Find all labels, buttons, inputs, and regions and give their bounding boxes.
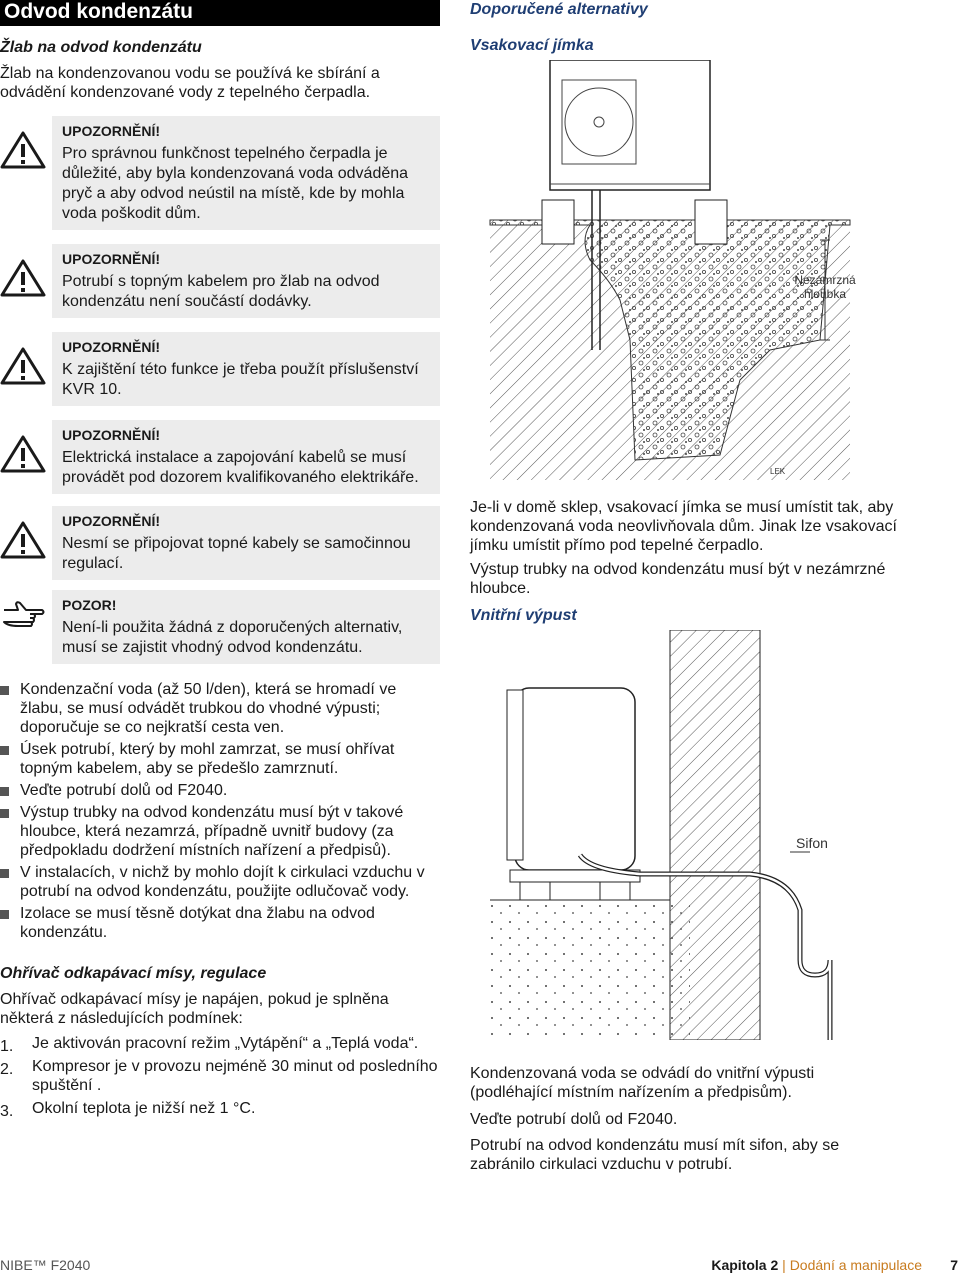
- gutter-intro: Žlab na kondenzovanou vodu se používá ke sbírání a odvádění kondenzované vody z tepelného čerpadla.: [0, 65, 380, 101]
- warning-block: [0, 332, 440, 406]
- bullet-icon: [0, 809, 9, 818]
- warning-block: [0, 506, 440, 580]
- inner-drain-text: Potrubí na odvod kondenzátu musí mít sifon, aby se zabránilo cirkulaci vzduchu v potrubí.: [470, 1137, 840, 1173]
- warning-label: UPOZORNĚNÍ!: [62, 427, 160, 443]
- inner-drain-text: Veďte potrubí dolů od F2040.: [470, 1111, 678, 1128]
- warning-text: Elektrická instalace a zapojování kabelů se musí provádět pod dozorem kvalifikovaného elektrikáře.: [62, 449, 419, 486]
- drawing-code: LEK: [770, 467, 786, 476]
- right-column: [470, 0, 960, 1173]
- note-text: Není-li použita žádná z doporučených alternativ, musí se zajistit vhodný odvod kondenzátu.: [62, 619, 403, 656]
- list-item: V instalacích, v nichž by mohlo dojít k cirkulaci vzduchu v potrubí na odvod kondenzátu, použijte odlučovač vody.: [0, 863, 440, 901]
- warning-icon: [0, 434, 46, 474]
- warning-block: [0, 244, 440, 318]
- gutter-heading: Žlab na odvod kondenzátu: [0, 39, 202, 56]
- list-item: Úsek potrubí, který by mohl zamrzat, se musí ohřívat topným kabelem, aby se předešlo zamrznutí.: [0, 740, 440, 778]
- warning-text: K zajištění této funkce je třeba použít příslušenství KVR 10.: [62, 361, 419, 398]
- soak-pit-text: Je-li v domě sklep, vsakovací jímka se musí umístit tak, aby kondenzovaná voda neovlivňovala dům. Jinak lze vsakovací jímku umístit přímo pod tepelné čerpadlo.: [470, 499, 897, 554]
- list-item: 3. Okolní teplota je nižší než 1 °C.: [0, 1100, 256, 1120]
- conditions-list: [0, 1034, 440, 1118]
- left-column: [0, 38, 440, 1122]
- warning-label: UPOZORNĚNÍ!: [62, 513, 160, 529]
- pointing-hand-icon: [0, 596, 46, 636]
- note-label: POZOR!: [62, 597, 117, 613]
- soak-pit-text: Výstup trubky na odvod kondenzátu musí být v nezámrzné hloubce.: [470, 561, 886, 597]
- warning-block: [0, 116, 440, 230]
- frost-depth-label: hloubka: [803, 287, 847, 301]
- warning-icon: [0, 258, 46, 298]
- bullet-icon: [0, 746, 9, 755]
- list-item: 2. Kompresor je v provozu nejméně 30 minut od posledního spuštění .: [0, 1058, 438, 1094]
- warning-text: Nesmí se připojovat topné kabely se samočinnou regulací.: [62, 535, 411, 572]
- bullet-icon: [0, 787, 9, 796]
- warning-label: UPOZORNĚNÍ!: [62, 123, 160, 139]
- bullet-icon: [0, 910, 9, 919]
- page-title: Odvod kondenzátu: [0, 0, 440, 26]
- list-item: 1. Je aktivován pracovní režim „Vytápění“ a „Teplá voda“.: [0, 1035, 419, 1055]
- soak-pit-diagram: [470, 60, 920, 480]
- frost-depth-label: Nezámrzná: [794, 273, 856, 287]
- warning-text: Pro správnou funkčnost tepelného čerpadla je důležité, aby byla kondenzovaná voda odváděna pryč a aby odvod neústil na místě, kde by mohla voda poškodit dům.: [62, 145, 409, 222]
- list-item: Kondenzační voda (až 50 l/den), která se hromadí ve žlabu, se musí odvádět trubkou do vhodné výpusti; doporučuje se co nejkratší cesta ven.: [0, 680, 440, 737]
- inner-drain-heading: Vnitřní výpust: [470, 607, 577, 624]
- bullet-icon: [0, 686, 9, 695]
- warning-block: [0, 420, 440, 494]
- bullet-icon: [0, 869, 9, 878]
- inner-drain-text: Kondenzovaná voda se odvádí do vnitřní výpusti (podléhající místním nařízením a předpisům).: [470, 1065, 815, 1101]
- warning-text: Potrubí s topným kabelem pro žlab na odvod kondenzátu není součástí dodávky.: [62, 273, 380, 310]
- siphon-label: Sifon: [796, 835, 828, 851]
- inner-drain-diagram: [470, 630, 920, 1040]
- list-item: Veďte potrubí dolů od F2040.: [0, 781, 440, 800]
- warning-label: UPOZORNĚNÍ!: [62, 251, 160, 267]
- warning-icon: [0, 520, 46, 560]
- warning-icon: [0, 130, 46, 170]
- alternatives-heading: Doporučené alternativy: [470, 1, 648, 18]
- heater-heading: Ohřívač odkapávací mísy, regulace: [0, 965, 267, 982]
- warning-icon: [0, 346, 46, 386]
- footer-brand: NIBE™ F2040: [0, 1257, 91, 1273]
- list-item: Izolace se musí těsně dotýkat dna žlabu na odvod kondenzátu.: [0, 904, 440, 942]
- list-item: Výstup trubky na odvod kondenzátu musí být v takové hloubce, která nezamrzá, případně uvnitř budovy (za předpokladu dodržení místních nařízení a předpisů).: [0, 803, 440, 860]
- soak-pit-heading: Vsakovací jímka: [470, 37, 594, 54]
- warning-label: UPOZORNĚNÍ!: [62, 339, 160, 355]
- note-block: [0, 590, 440, 664]
- page-number: 7: [950, 1257, 958, 1273]
- heater-intro: Ohřívač odkapávací mísy je napájen, pokud je splněna některá z následujících podmínek:: [0, 991, 389, 1027]
- footer-chapter: Kapitola 2 | Dodání a manipulace: [711, 1257, 922, 1273]
- requirements-list: [0, 680, 440, 942]
